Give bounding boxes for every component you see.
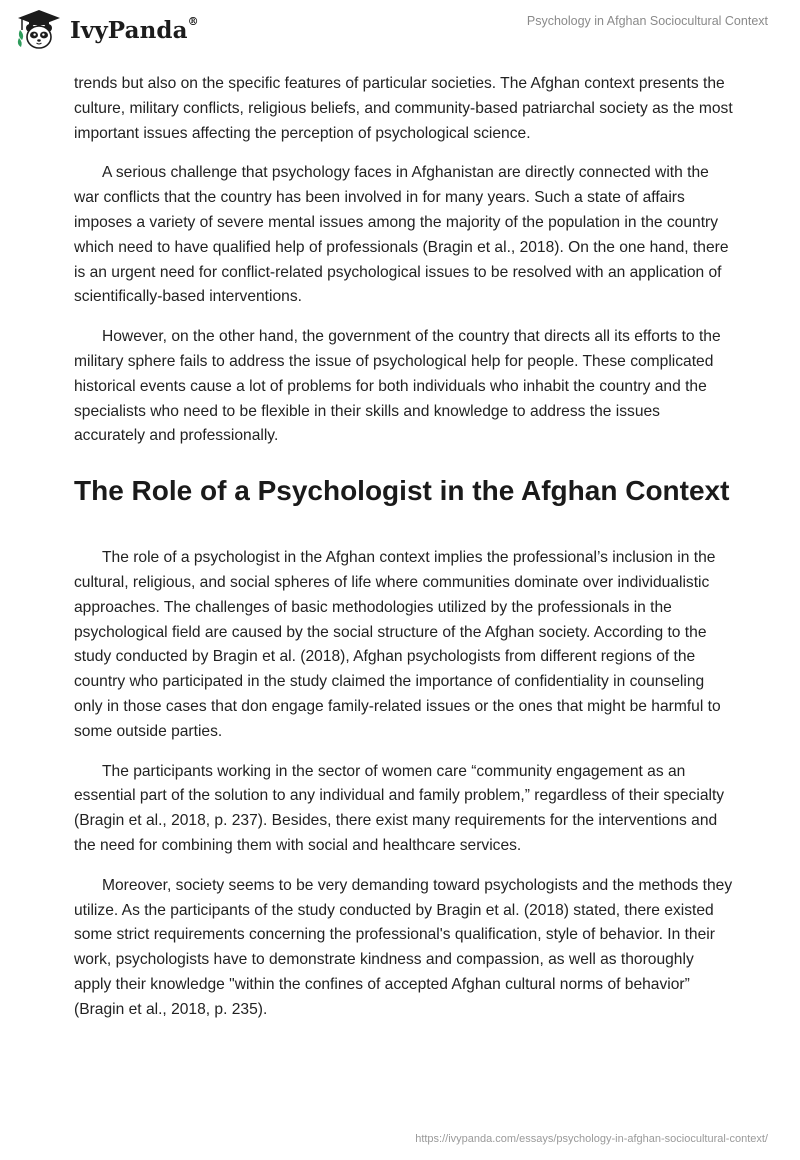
essay-content bbox=[74, 72, 734, 1038]
paragraph: However, on the other hand, the government of the country that directs all its efforts to the military sphere fails to address the issue of psychological help for people. These complicated historical events cause a lot of problems for both individuals who inhabit the country and the specialists who need to be flexible in their skills and knowledge to address the issues accurately and professionally. bbox=[74, 328, 721, 445]
paragraph: A serious challenge that psychology faces in Afghanistan are directly connected with the war conflicts that the country has been involved in for many years. Such a state of affairs imposes a variety of severe mental issues among the majority of the population in the country which need to have qualified help of professionals (Bragin et al., 2018). On the one hand, there is an urgent need for conflict-related psychological issues to be resolved with an application of scientifically-based interventions. bbox=[74, 164, 729, 306]
panda-icon bbox=[14, 8, 64, 52]
ivypanda-logo[interactable] bbox=[14, 8, 199, 52]
paragraph: The role of a psychologist in the Afghan context implies the professional’s inclusion in the cultural, religious, and social spheres of life where communities dominate over individualistic approaches. The challenges of basic methodologies utilized by the professionals in the psychological field are caused by the social structure of the Afghan society. According to the study conducted by Bragin et al. (2018), Afghan psychologists from different regions of the country who participated in the study claimed the importance of confidentiality in counseling only in those cases that don engage family-related issues or the ones that might be harmful to some outside parties. bbox=[74, 549, 721, 740]
paragraph: trends but also on the specific features of particular societies. The Afghan context presents the culture, military conflicts, religious beliefs, and community-based patriarchal society as the most important issues affecting the perception of psychological science. bbox=[74, 75, 733, 142]
brand-name: IvyPanda® bbox=[70, 14, 199, 44]
document-title: Psychology in Afghan Sociocultural Context bbox=[526, 14, 768, 28]
paragraph: The participants working in the sector of women care “community engagement as an essential part of the solution to any individual and family problem,” regardless of their specialty (Bragin et al., 2018, p. 237). Besides, there exist many requirements for the interventions and the need for combining them with social and healthcare services. bbox=[74, 762, 725, 854]
section-heading: The Role of a Psychologist in the Afghan Context bbox=[74, 475, 730, 507]
page-header bbox=[0, 0, 800, 62]
paragraph: Moreover, society seems to be very demanding toward psychologists and the methods they utilize. As the participants of the study conducted by Bragin et al. (2018) stated, there existed some strict requirements concerning the professional's qualification, style of behavior. In their work, psychologists have to demonstrate kindness and compassion, as well as thoroughly apply their knowledge "within the confines of accepted Afghan cultural norms of behavior” (Bragin et al., 2018, p. 235). bbox=[74, 876, 733, 1018]
source-url[interactable]: https://ivypanda.com/essays/psychology-in-afghan-sociocultural-context/ bbox=[415, 1133, 768, 1145]
